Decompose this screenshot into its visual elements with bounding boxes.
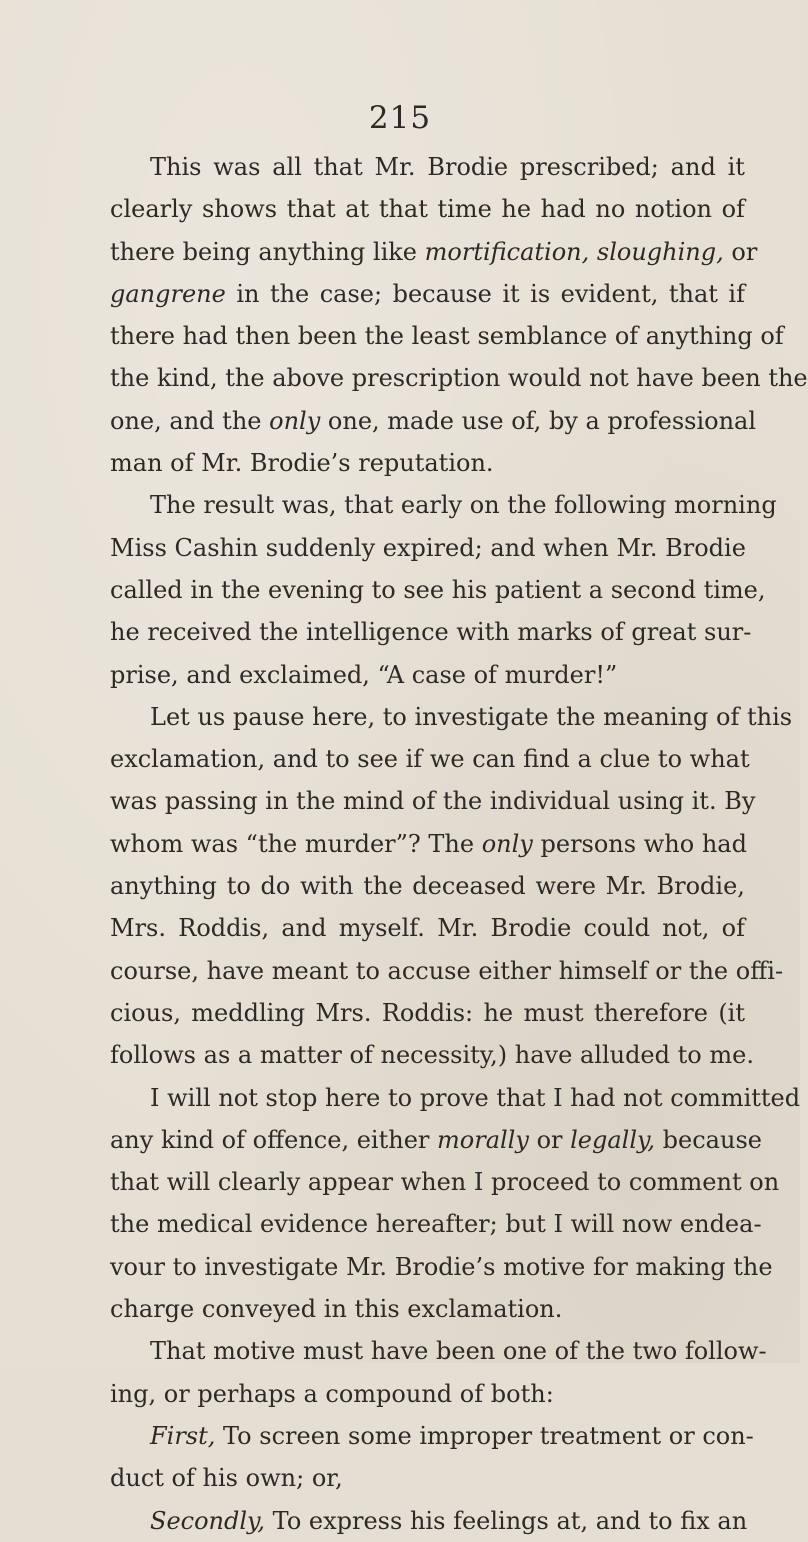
text-line: The result was, that early on the following morning (150, 491, 777, 520)
text-line: that will clearly appear when I proceed to comment on (110, 1168, 780, 1197)
text-line: vour to investigate Mr. Brodie’s motive for making the (110, 1252, 773, 1281)
text-line: duct of his own; or, (110, 1464, 343, 1493)
text-line: Mrs. Roddis, and myself. Mr. Brodie could not, of (110, 914, 745, 943)
text-line: That motive must have been one of the two follow- (150, 1337, 767, 1366)
text-line: This was all that Mr. Brodie prescribed; and it (150, 153, 745, 181)
text-line: ing, or perhaps a compound of both: (110, 1379, 554, 1408)
text-line: there being anything like mortification, sloughing, or (110, 237, 758, 266)
text-line: he received the intelligence with marks of great sur- (110, 618, 752, 647)
text-line: any kind of offence, either morally or legally, because (110, 1125, 762, 1154)
text-line: prise, and exclaimed, “A case of murder!” (110, 660, 618, 689)
text-line: cious, meddling Mrs. Roddis: he must therefore (it (110, 998, 745, 1027)
text-line: follows as a matter of necessity,) have alluded to me. (110, 1041, 754, 1070)
text-line: Let us pause here, to investigate the meaning of this (150, 702, 793, 731)
text-line: anything to do with the deceased were Mr. Brodie, (110, 872, 745, 901)
text-line: man of Mr. Brodie’s reputation. (110, 449, 494, 478)
text-line: charge conveyed in this exclamation. (110, 1295, 563, 1324)
text-line: the kind, the above prescription would not have been the (110, 364, 808, 393)
page-number: 215 (368, 100, 432, 136)
text-line: Miss Cashin suddenly expired; and when Mr. Brodie (110, 533, 746, 562)
text-line: the medical evidence hereafter; but I will now endea- (110, 1210, 762, 1239)
text-line: exclamation, and to see if we can find a clue to what (110, 745, 750, 774)
text-line: called in the evening to see his patient a second time, (110, 575, 766, 604)
text-line: gangrene in the case; because it is evident, that if (110, 279, 745, 308)
text-line: Secondly, To express his feelings at, and to fix an (150, 1506, 748, 1535)
text-line: was passing in the mind of the individual using it. By (110, 787, 756, 816)
text-line: I will not stop here to prove that I had not committed (150, 1083, 801, 1112)
text-line: one, and the only one, made use of, by a professional (110, 406, 757, 435)
text-line: First, To screen some improper treatment or con- (150, 1421, 754, 1450)
text-line: course, have meant to accuse either himself or the offi- (110, 956, 784, 985)
body-text (110, 146, 808, 1542)
text-line: whom was “the murder”? The only persons who had (110, 829, 747, 858)
text-line: there had then been the least semblance of anything of (110, 322, 784, 351)
text-line: clearly shows that at that time he had no notion of (110, 195, 745, 224)
